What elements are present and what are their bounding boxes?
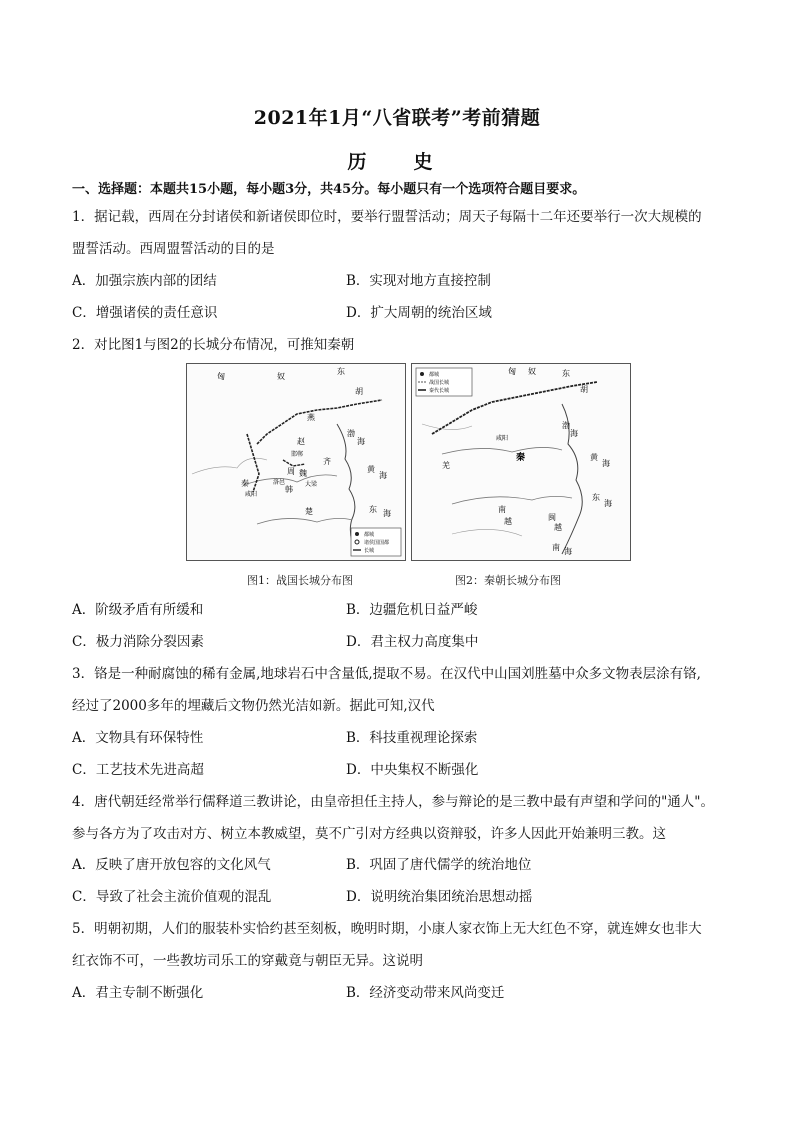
map2-label: 南 [552,543,560,552]
map1-label: 渤 [347,429,355,438]
map2-label: 闽 [548,513,556,522]
q2-option-a: A．阶级矛盾有所缓和 [72,602,204,618]
map1-label: 魏 [299,469,307,478]
map2-label: 海 [602,459,610,468]
q1-option-b: B．实现对地方直接控制 [346,273,491,289]
q5-option-a: A．君主专制不断强化 [72,985,204,1001]
q1-stem-line1: 1．据记载，西周在分封诸侯和新诸侯即位时，要举行盟誓活动；周天子每隔十二年还要举行一次大规模的 [72,209,702,225]
map1-label: 奴 [277,372,285,381]
q4-option-c: C．导致了社会主流价值观的混乱 [72,889,272,905]
map1-label: 齐 [323,457,331,466]
q5-stem-line2: 红衣饰不可，一些教坊司乐工的穿戴竟与朝臣无异。这说明 [72,953,423,969]
map1-legend-2: 长城 [364,548,375,554]
map1-label: 赵 [297,437,305,446]
q1-option-c: C．增强诸侯的责任意识 [72,305,218,321]
map1-legend-0: 都城 [364,532,375,538]
map1-label: 胡 [355,387,363,396]
map2-label: 秦 [516,453,526,463]
map1-label: 黄 [367,465,375,474]
qin-great-wall-map [411,363,631,561]
map2-label: 海 [570,429,578,438]
q4-option-a: A．反映了唐开放包容的文化风气 [72,857,271,873]
q5-option-b: B．经济变动带来风尚变迁 [346,985,505,1001]
q2-stem-line1: 2．对比图1与图2的长城分布情况，可推知秦朝 [72,337,355,353]
subject-title: 历 史 [347,151,447,173]
q4-option-b: B．巩固了唐代儒学的统治地位 [346,857,532,873]
map2-label: 海 [604,499,612,508]
map1-label: 周 [287,467,295,476]
q3-option-c: C．工艺技术先进高超 [72,762,204,778]
map1-label: 燕 [307,413,315,422]
q2-option-b: B．边疆危机日益严峻 [346,602,478,618]
map1-label: 东 [369,505,377,514]
map2-legend-0: 都城 [429,372,440,378]
map2-label: 胡 [580,385,588,394]
map1-caption: 图1：战国长城分布图 [247,574,353,587]
map1-label: 楚 [305,507,313,516]
section-heading: 一、选择题：本题共15小题，每小题3分，共45分。每小题只有一个选项符合题目要求。 [72,182,586,197]
map2-label: 东 [562,369,570,378]
map1-label: 大梁 [305,481,318,488]
map1-label: 海 [379,471,387,480]
map2-label: 匈 [508,367,516,376]
q3-stem-line1: 3．铬是一种耐腐蚀的稀有金属,地球岩石中含量低,提取不易。在汉代中山国刘胜墓中众多文物表层涂有铬, [72,666,701,682]
q1-option-a: A．加强宗族内部的团结 [72,273,217,289]
map1-label: 海 [383,509,391,518]
map1-legend-1: 诸侯国国都 [364,540,390,546]
map2-label: 羌 [442,461,450,470]
q4-stem-line2: 参与各方为了攻击对方、树立本教威望，莫不广引对方经典以资辩驳，许多人因此开始兼明三教。这 [72,826,666,842]
map2-label: 东 [592,493,600,502]
map1-label: 韩 [285,485,293,494]
legend-capital-icon [355,532,359,536]
map1-label: 洛邑 [273,479,286,486]
q4-stem-line1: 4．唐代朝廷经常举行儒释道三教讲论，由皇帝担任主持人，参与辩论的是三教中最有声望和学问的"通人"。 [72,794,715,810]
q3-stem-line2: 经过了2000多年的埋藏后文物仍然光洁如新。据此可知,汉代 [72,698,435,714]
map1-label: 匈 [217,372,225,381]
warring-states-great-wall-map [186,363,406,561]
q2-option-d: D．君主权力高度集中 [346,634,479,650]
q3-option-b: B．科技重视理论探索 [346,730,478,746]
map2-label: 渤 [562,421,570,430]
map1-label: 海 [357,437,365,446]
map2-label: 越 [554,523,562,532]
map1-label: 咸阳 [245,491,258,498]
q5-stem-line1: 5．明朝初期，人们的服装朴实恰约甚至刻板，晚明时期，小康人家衣饰上无大红色不穿，就连婢女也非大 [72,921,702,937]
q1-stem-line2: 盟誓活动。西周盟誓活动的目的是 [72,241,275,257]
map2-label: 海 [564,547,572,556]
map2-legend-2: 秦代长城 [429,388,450,394]
page-title: 2021年1月“八省联考”考前猜题 [253,107,541,129]
q4-option-d: D．说明统治集团统治思想动摇 [346,889,533,905]
map1-label: 东 [337,367,345,376]
q3-option-d: D．中央集权不断强化 [346,762,479,778]
map2-label: 越 [504,517,512,526]
map2-label: 黄 [590,453,598,462]
q2-option-c: C．极力消除分裂因素 [72,634,204,650]
map2-caption: 图2：秦朝长城分布图 [455,574,561,587]
q3-option-a: A．文物具有环保特性 [72,730,204,746]
map2-label: 咸阳 [496,435,509,442]
legend-capital-icon [420,372,424,376]
map2-label: 奴 [528,367,536,376]
map1-label: 秦 [241,479,249,488]
map2-label: 南 [498,505,506,514]
q1-option-d: D．扩大周朝的统治区域 [346,305,492,321]
map1-label: 邯郸 [291,451,304,458]
map2-legend-1: 战国长城 [429,380,450,386]
